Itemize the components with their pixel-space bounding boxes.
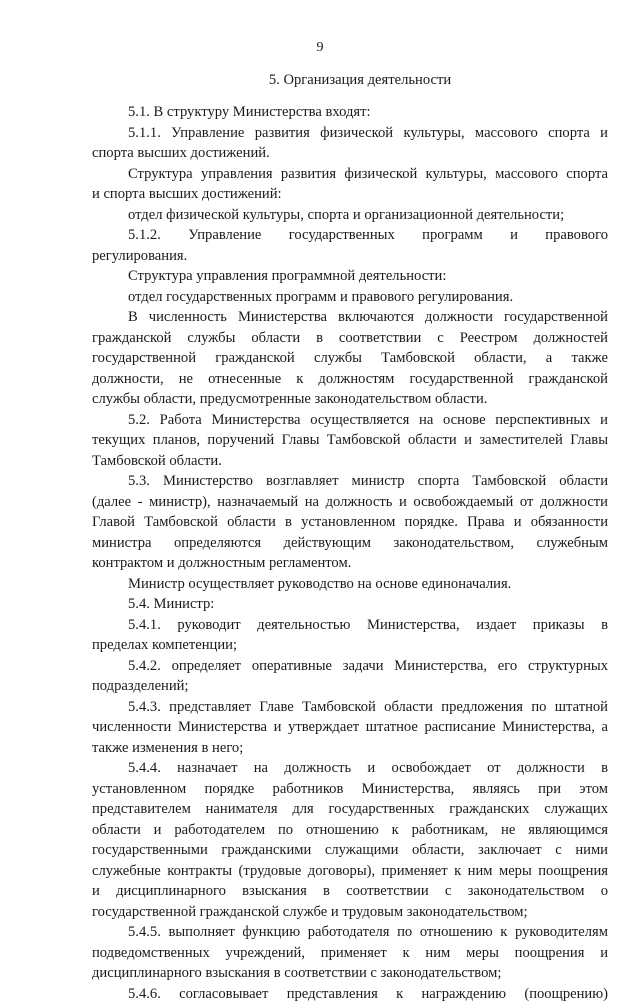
paragraph-line: 5.4.1. руководит деятельностью Министерства, издает приказы в <box>92 615 608 636</box>
paragraph-line: дисциплинарного взыскания в соответствии с законодательством; <box>92 963 608 984</box>
paragraph-line: пределах компетенции; <box>92 635 608 656</box>
paragraph-line: отдел физической культуры, спорта и организационной деятельности; <box>92 205 608 226</box>
paragraph-line: 5.4.4. назначает на должность и освобождает от должности в <box>92 758 608 779</box>
paragraph-line: государственной гражданской службе и трудовым законодательством; <box>92 902 608 923</box>
paragraph-line: отдел государственных программ и правового регулирования. <box>92 287 608 308</box>
paragraph-line: контрактом и должностным регламентом. <box>92 553 608 574</box>
paragraph-line: государственными гражданскими служащими области, заключает с ними <box>92 840 608 861</box>
paragraph-line: регулирования. <box>92 246 608 267</box>
paragraph-line: Структура управления развития физической культуры, массового спорта <box>92 164 608 185</box>
paragraph-line: спорта высших достижений. <box>92 143 608 164</box>
page-number: 9 <box>0 40 640 56</box>
paragraph-line: 5.4.3. представляет Главе Тамбовской области предложения по штатной <box>92 697 608 718</box>
paragraph-line: 5.1. В структуру Министерства входят: <box>92 102 608 123</box>
paragraph-line: 5.4. Министр: <box>92 594 608 615</box>
paragraph-line: государственной гражданской службы Тамбовской области, а также <box>92 348 608 369</box>
paragraph-line: 5.3. Министерство возглавляет министр спорта Тамбовской области <box>92 471 608 492</box>
paragraph-line: 5.4.2. определяет оперативные задачи Министерства, его структурных <box>92 656 608 677</box>
paragraph-line: 5.1.2. Управление государственных программ и правового <box>92 225 608 246</box>
paragraph-line: 5.4.5. выполняет функцию работодателя по отношению к руководителям <box>92 922 608 943</box>
paragraph-line: 5.2. Работа Министерства осуществляется на основе перспективных и <box>92 410 608 431</box>
paragraph-line: должности, не отнесенные к должностям государственной гражданской <box>92 369 608 390</box>
paragraph-line: установленном порядке работников Министерства, являясь при этом <box>92 779 608 800</box>
paragraph-line: министра определяются действующим законодательством, служебным <box>92 533 608 554</box>
paragraph-line: (далее - министр), назначаемый на должность и освобождаемый от должности <box>92 492 608 513</box>
paragraph-line: Главой Тамбовской области в установленном порядке. Права и обязанности <box>92 512 608 533</box>
paragraph-line: подведомственных учреждений, применяет к ним меры поощрения и <box>92 943 608 964</box>
paragraph-line: области и работодателем по отношению к работникам, не являющимся <box>92 820 608 841</box>
paragraph-line: Структура управления программной деятельности: <box>92 266 608 287</box>
paragraph-line: и спорта высших достижений: <box>92 184 608 205</box>
paragraph-line: гражданской службы области в соответствии с Реестром должностей <box>92 328 608 349</box>
paragraph-line: подразделений; <box>92 676 608 697</box>
paragraph-line: службы области, предусмотренные законодательством области. <box>92 389 608 410</box>
paragraph-line: и дисциплинарного взыскания в соответствии с законодательством о <box>92 881 608 902</box>
paragraph-line: Тамбовской области. <box>92 451 608 472</box>
paragraph-line: Министр осуществляет руководство на основе единоначалия. <box>92 574 608 595</box>
paragraph-line: служебные контракты (трудовые договоры), применяет к ним меры поощрения <box>92 861 608 882</box>
paragraph-line: также изменения в него; <box>92 738 608 759</box>
paragraph-line: 5.1.1. Управление развития физической культуры, массового спорта и <box>92 123 608 144</box>
document-body <box>92 102 608 1004</box>
paragraph-line: численности Министерства и утверждает штатное расписание Министерства, а <box>92 717 608 738</box>
paragraph-line: текущих планов, поручений Главы Тамбовской области и заместителей Главы <box>92 430 608 451</box>
paragraph-line: представителем нанимателя для государственных гражданских служащих <box>92 799 608 820</box>
paragraph-line: В численность Министерства включаются должности государственной <box>92 307 608 328</box>
paragraph-line: 5.4.6. согласовывает представления к награждению (поощрению) <box>92 984 608 1004</box>
section-title: 5. Организация деятельности <box>0 72 640 89</box>
